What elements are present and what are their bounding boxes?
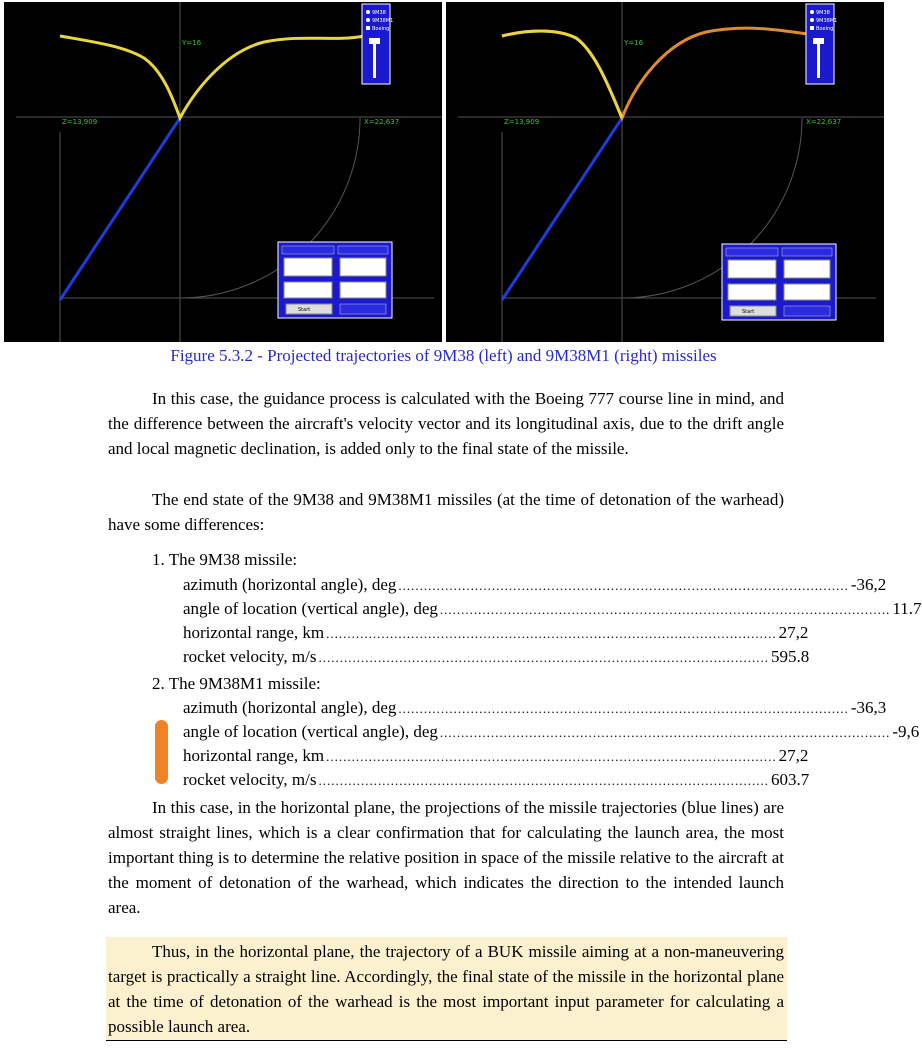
input-box-2[interactable] [340,258,386,276]
blue-projection-line [60,118,180,300]
input-box-1[interactable] [284,258,332,276]
dot-leader: .......................................................................................................... [318,650,769,665]
axis-label-top: Y=16 [624,39,644,47]
trajectory-panel-9m38 [4,2,442,342]
paragraph-2 [108,487,784,537]
axis-label-right: X=22,637 [364,118,400,126]
dot-leader: .......................................................................................................... [398,578,849,593]
list-1-row [183,620,809,645]
slider-handle[interactable] [813,38,824,44]
input-box-3[interactable] [728,284,776,300]
dot-leader: .......................................................................................................... [318,773,769,788]
list-2-heading: 2. The 9M38M1 missile: [152,674,321,693]
axis-label-top: Y=16 [182,39,202,47]
row-label: rocket velocity, m/s [183,770,317,789]
view-selector-panel[interactable] [362,4,393,84]
paragraph-4 [108,939,784,1039]
legend-item-2: 9M38M1 [816,18,838,24]
row-value: 595.8 [770,647,810,666]
input-box-4[interactable] [784,284,830,300]
list-1-row [183,572,887,597]
input-box-3[interactable] [284,282,332,298]
blue-projection-line [502,118,622,300]
list-2-row [183,695,887,720]
input-box-2[interactable] [784,260,830,278]
row-label: azimuth (horizontal angle), deg [183,698,397,717]
figure-caption: Figure 5.3.2 - Projected trajectories of 9M38 (left) and 9M38M1 (right) missiles [170,346,717,365]
paragraph-3 [108,795,784,920]
orange-annotation-marker [155,720,168,784]
paragraph-4-text: Thus, in the horizontal plane, the trajectory of a BUK missile aiming at a non-maneuvering target is practically a straight line. Accordingly, the final state of the missile in the horizontal plane at the time of detonation of the warhead is the most important input parameter for calculating a possible launch area. [108,942,784,1036]
paragraph-3-text: In this case, in the horizontal plane, the projections of the missile trajectories (blue lines) are almost straight lines, which is a clear confirmation that for calculating the launch area, the most important thing is to determine the relative position in space of the missile relative to the aircraft at the moment of detonation of the warhead, which indicates the direction to the intended launch area. [108,798,784,917]
row-value: -9,6 [892,722,920,741]
row-value: 27,2 [778,623,809,642]
row-label: angle of location (vertical angle), deg [183,722,438,741]
input-box-1[interactable] [728,260,776,278]
missile-trajectory-curve [502,28,808,118]
start-button-label: Start [298,307,311,313]
dot-leader: .......................................................................................................... [439,602,891,617]
dot-leader: .......................................................................................................... [326,749,777,764]
dot-leader: .......................................................................................................... [398,701,849,716]
paragraph-1 [108,386,784,461]
list-2-row [183,719,920,744]
paragraph-1-text: In this case, the guidance process is calculated with the Boeing 777 course line in mind, and the difference between the aircraft's velocity vector and its longitudinal axis, due to the drift angle and local magnetic declination, is added only to the final state of the missile. [108,389,784,458]
legend-item-3: Boeing [816,26,834,32]
row-label: azimuth (horizontal angle), deg [183,575,397,594]
legend-item-2: 9M38M1 [372,18,394,24]
row-label: angle of location (vertical angle), deg [183,599,438,618]
view-selector-panel[interactable] [806,4,837,84]
row-value: 11.7 [892,599,922,618]
row-value: -36,2 [850,575,887,594]
axis-label-left: Z=13,909 [62,118,98,126]
trajectory-plot-9m38 [4,2,442,342]
axis-label-left: Z=13,909 [504,118,540,126]
slider-handle[interactable] [369,38,380,44]
trajectory-panel-9m38m1 [446,2,884,342]
dot-leader: .......................................................................................................... [326,626,777,641]
trajectory-plot-9m38m1 [446,2,884,342]
row-label: horizontal range, km [183,623,325,642]
legend-item-1: 9M38 [372,10,386,16]
curve-early-segment [502,31,622,118]
start-button-label: Start [742,309,755,315]
legend-item-3: Boeing [372,26,390,32]
missile-trajectory-curve [60,36,364,118]
row-label: horizontal range, km [183,746,325,765]
dot-leader: .......................................................................................................... [439,725,891,740]
legend-item-1: 9M38 [816,10,830,16]
paragraph-2-text: The end state of the 9M38 and 9M38M1 missiles (at the time of detonation of the warhead) have some differences: [108,490,784,534]
row-value: 27,2 [778,746,809,765]
row-value: 603.7 [770,770,810,789]
list-2-row [183,743,809,768]
list-1-heading: 1. The 9M38 missile: [152,550,298,569]
row-value: -36,3 [850,698,887,717]
axis-label-right: X=22,637 [806,118,842,126]
list-2-row [183,767,810,792]
list-1-row [183,596,922,621]
list-1-row [183,644,810,669]
figure-row [4,2,884,342]
control-panel[interactable] [278,242,392,318]
control-panel[interactable] [722,244,836,320]
input-box-4[interactable] [340,282,386,298]
row-label: rocket velocity, m/s [183,647,317,666]
